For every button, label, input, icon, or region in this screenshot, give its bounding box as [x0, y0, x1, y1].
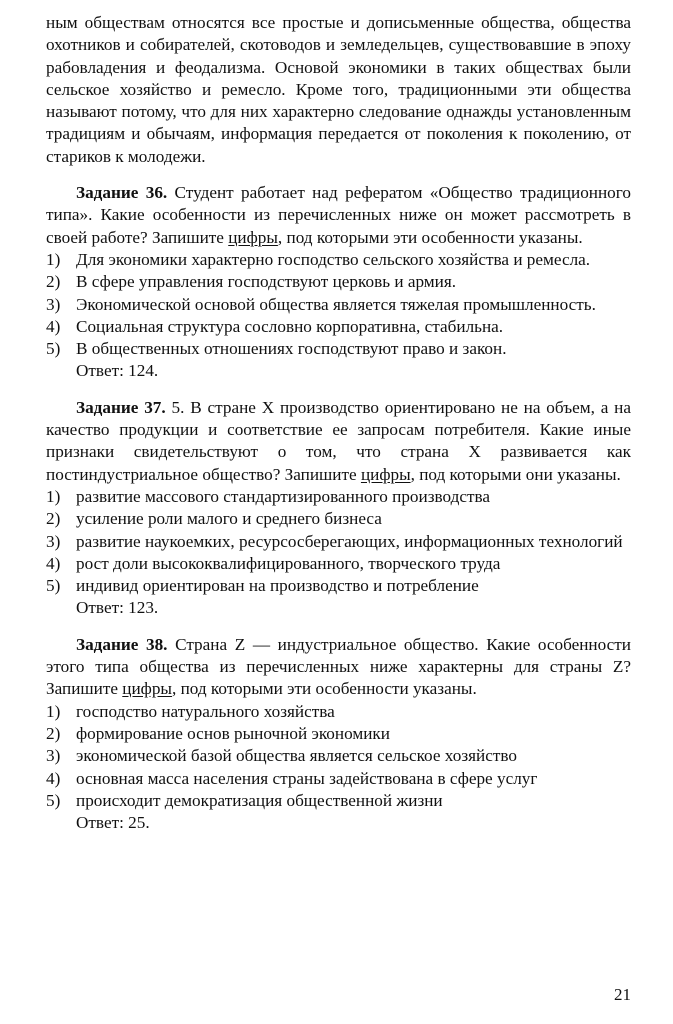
list-item [46, 575, 631, 597]
task-question [46, 634, 631, 701]
task-label: Задание 37. [76, 397, 166, 417]
answer: Ответ: 123. [76, 598, 159, 618]
item-text: В сфере управления господствуют церковь и армия. [76, 272, 457, 292]
item-number: 3) [46, 294, 61, 314]
item-text: происходит демократизация общественной жизни [76, 790, 443, 810]
answer: Ответ: 25. [76, 813, 150, 833]
item-number: 2) [46, 272, 61, 292]
underlined-word: цифры [360, 464, 411, 484]
item-number: 5) [46, 339, 61, 359]
list-item [46, 294, 631, 316]
item-text: развитие наукоемких, ресурсосберегающих, информационных технологий [76, 531, 623, 551]
item-number: 1) [46, 701, 61, 721]
intro-paragraph: ным обществам относятся все простые и дописьменные общества, общества охотников и собирателей, скотоводов и земледельцев, существовавшие в эпоху рабовладения и феодализма. Основой экономики в таких обществах были сельское хозяйство и ремесло. Кроме того, традиционными эти общества называют потому, что для них характерно следование однажды установленным традициям и обычаям, информация передается от поколения к поколению, от стариков к молодежи. [46, 13, 631, 166]
item-text: Для экономики характерно господство сельского хозяйства и ремесла. [76, 249, 591, 269]
item-text: усиление роли малого и среднего бизнеса [76, 509, 382, 529]
list-item [46, 701, 631, 723]
answer: Ответ: 124. [76, 361, 159, 381]
underlined-word: цифры [228, 227, 278, 247]
item-text: В общественных отношениях господствуют право и закон. [76, 339, 507, 359]
item-number: 1) [46, 486, 61, 506]
item-number: 3) [46, 746, 61, 766]
page-number: 21 [614, 984, 631, 1004]
item-number: 2) [46, 509, 61, 529]
options-list [46, 249, 631, 360]
item-number: 3) [46, 531, 61, 551]
item-number: 4) [46, 768, 61, 788]
item-number: 1) [46, 249, 61, 269]
list-item [46, 316, 631, 338]
task-label: Задание 36. [76, 183, 168, 203]
item-text: формирование основ рыночной экономики [76, 723, 390, 743]
list-item [46, 338, 631, 360]
item-text: господство натурального хозяйства [76, 701, 335, 721]
page-content [46, 12, 631, 834]
list-item [46, 768, 631, 790]
item-text: Социальная структура сословно корпоративна, стабильна. [76, 316, 504, 336]
item-number: 5) [46, 790, 61, 810]
task-text-end: , под которыми они указаны. [410, 464, 621, 484]
list-item [46, 508, 631, 530]
task-question [46, 397, 631, 486]
item-text: развитие массового стандартизированного производства [76, 486, 490, 506]
list-item [46, 790, 631, 812]
item-text: основная масса населения страны задействована в сфере услуг [76, 768, 538, 788]
task-text: 5. В стране X производство ориентировано не на объем, а на качество продукции и соответствие ее запросам потребителя. Какие иные признаки свидетельствуют о том, что страна X развивается как постиндустриальное общество? Запишите [46, 397, 631, 484]
options-list [46, 486, 631, 597]
list-item [46, 531, 631, 553]
item-number: 4) [46, 553, 61, 573]
item-text: индивид ориентирован на производство и потребление [76, 576, 479, 596]
task-label: Задание 38. [76, 634, 168, 654]
list-item [46, 723, 631, 745]
item-text: экономической базой общества является сельское хозяйство [76, 746, 517, 766]
item-number: 4) [46, 316, 61, 336]
item-text: рост доли высококвалифицированного, творческого труда [76, 553, 501, 573]
list-item [46, 553, 631, 575]
item-number: 5) [46, 576, 61, 596]
task-37 [46, 397, 631, 620]
list-item [46, 745, 631, 767]
task-text-end: , под которыми эти особенности указаны. [277, 227, 583, 247]
task-text: Страна Z — индустриальное общество. Какие особенности этого типа общества из перечисленных ниже характерны для страны Z? Запишите [46, 634, 631, 699]
task-36 [46, 182, 631, 383]
list-item [46, 486, 631, 508]
list-item [46, 271, 631, 293]
task-38 [46, 634, 631, 835]
task-text-end: , под которыми эти особенности указаны. [171, 679, 477, 699]
list-item [46, 249, 631, 271]
item-text: Экономической основой общества является тяжелая промышленность. [76, 294, 596, 314]
item-number: 2) [46, 723, 61, 743]
task-question [46, 182, 631, 249]
options-list [46, 701, 631, 812]
task-text: Студент работает над рефератом «Общество традиционного типа». Какие особенности из перечисленных ниже он может рассмотреть в своей работе? Запишите [46, 183, 631, 247]
underlined-word: цифры [122, 679, 172, 699]
